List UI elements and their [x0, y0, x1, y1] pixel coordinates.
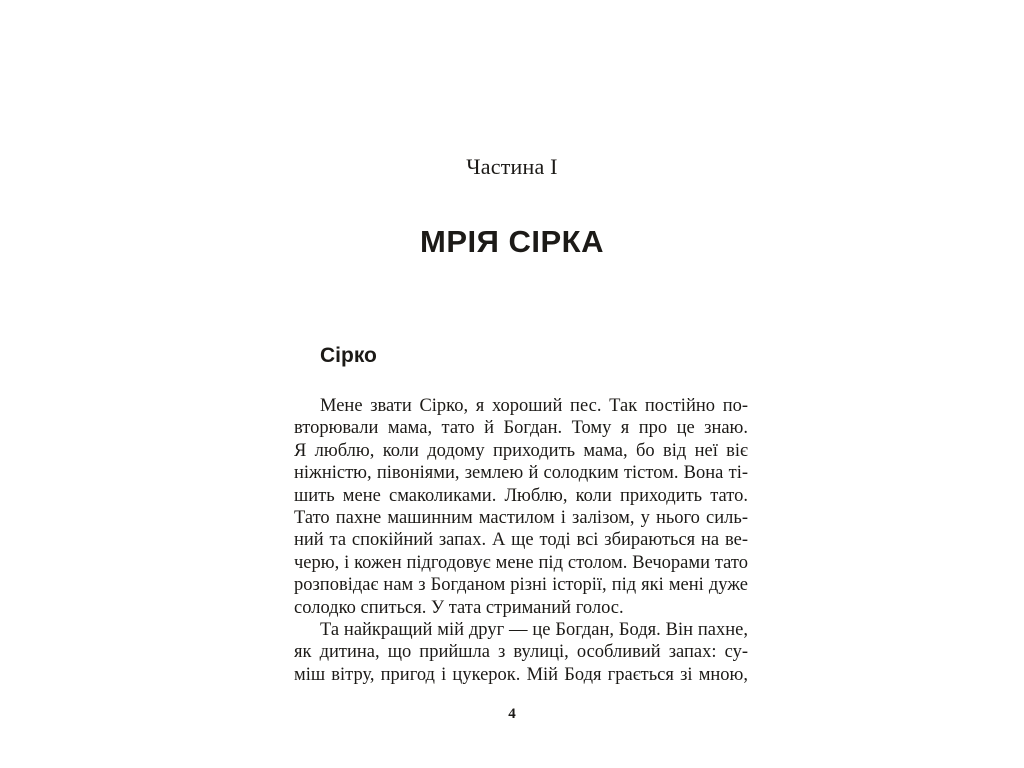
text-line: шить мене смаколиками. Люблю, коли приходить тато. — [294, 485, 748, 506]
text-line: Я люблю, коли додому приходить мама, бо від неї віє — [294, 440, 748, 461]
text-line: солодко спиться. У тата стриманий голос. — [294, 597, 624, 618]
text-line: міш вітру, пригод і цукерок. Мій Бодя грається зі мною, — [294, 664, 748, 685]
text-line: черю, і кожен підгодовує мене під столом. Вечорами тато — [294, 552, 748, 573]
page-number: 4 — [508, 706, 516, 722]
text-line: ніжністю, півоніями, землею й солодким тістом. Вона ті- — [294, 463, 748, 484]
text-line: Та найкращий мій друг — це Богдан, Бодя. Він пахне, — [320, 619, 748, 640]
body-text — [294, 395, 748, 686]
text-line: вторювали мама, тато й Богдан. Тому я про це знаю. — [294, 418, 748, 439]
text-line: розповідає нам з Богданом різні історії, під які мені дуже — [294, 575, 748, 596]
part-label: Частина I — [466, 154, 558, 179]
text-line: Тато пахне машинним мастилом і залізом, у нього силь- — [294, 507, 748, 528]
book-title: МРІЯ СІРКА — [420, 224, 604, 259]
text-line: Мене звати Сірко, я хороший пес. Так постійно по- — [320, 396, 748, 416]
text-line: як дитина, що прийшла з вулиці, особливий запах: су- — [294, 642, 748, 663]
text-line: ний та спокійний запах. А ще тоді всі збираються на ве- — [294, 530, 748, 551]
chapter-title: Сірко — [320, 344, 377, 367]
